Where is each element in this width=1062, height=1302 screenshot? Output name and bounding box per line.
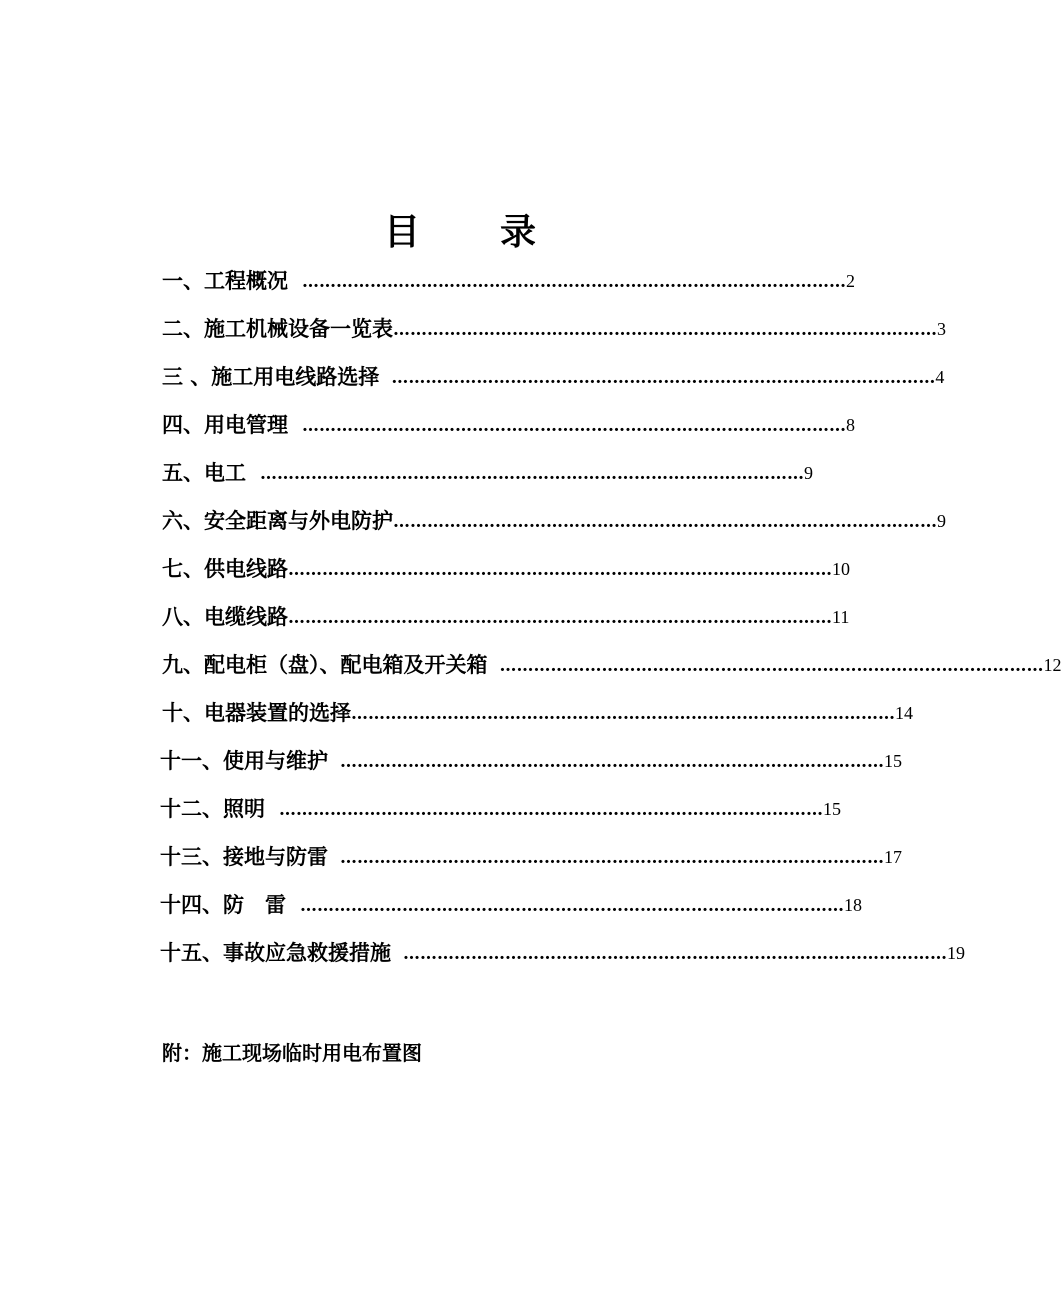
toc-entry-label: 十三、接地与防雷 — [160, 844, 328, 869]
toc-leader-dots: …………………………………………………………………………………… — [302, 271, 846, 292]
toc-leader-dots: …………………………………………………………………………………… — [391, 367, 936, 388]
toc-leader-dots: …………………………………………………………………………………… — [288, 607, 832, 628]
toc-leader-dots: …………………………………………………………………………………… — [393, 319, 937, 340]
appendix-note: 附：施工现场临时用电布置图 — [162, 1041, 422, 1065]
toc-entry-label: 三 、施工用电线路选择 — [162, 364, 380, 389]
toc-entry-label: 一、工程概况 — [162, 268, 288, 293]
toc-leader-dots: …………………………………………………………………………………… — [340, 751, 884, 772]
toc-entry-4 — [162, 402, 855, 446]
toc-entry-12 — [160, 786, 841, 830]
toc-entry-label: 八、电缆线路 — [162, 604, 288, 629]
toc-entry-9 — [162, 642, 1062, 686]
toc-title: 目录 — [383, 211, 616, 253]
toc-entry-label: 二、施工机械设备一览表 — [162, 316, 393, 341]
toc-entry-label: 五、电工 — [162, 460, 246, 485]
toc-entry-label: 十四、防 雷 — [160, 892, 286, 917]
toc-entry-6 — [162, 498, 946, 542]
toc-entry-1 — [162, 258, 855, 302]
toc-leader-dots: …………………………………………………………………………………… — [393, 511, 937, 532]
toc-entry-page: 3 — [937, 319, 946, 339]
toc-leader-dots: …………………………………………………………………………………… — [340, 847, 884, 868]
toc-entry-page: 18 — [844, 895, 862, 915]
toc-entry-8 — [162, 594, 850, 638]
toc-entry-5 — [162, 450, 813, 494]
toc-leader-dots: …………………………………………………………………………………… — [260, 463, 804, 484]
toc-leader-dots: …………………………………………………………………………………… — [499, 655, 1044, 676]
toc-entry-label: 十、电器装置的选择 — [162, 700, 351, 725]
toc-entry-page: 17 — [884, 847, 902, 867]
toc-leader-dots: …………………………………………………………………………………… — [403, 943, 947, 964]
toc-entry-13 — [160, 834, 902, 878]
toc-entry-page: 12 — [1043, 655, 1062, 675]
toc-entry-3 — [162, 354, 945, 398]
toc-leader-dots: …………………………………………………………………………………… — [351, 703, 895, 724]
toc-leader-dots: …………………………………………………………………………………… — [300, 895, 844, 916]
toc-entry-page: 15 — [884, 751, 902, 771]
toc-leader-dots: …………………………………………………………………………………… — [279, 799, 823, 820]
toc-entry-14 — [160, 882, 862, 926]
toc-entry-page: 9 — [937, 511, 946, 531]
toc-entry-7 — [162, 546, 850, 590]
toc-entry-page: 10 — [832, 559, 850, 579]
toc-entry-page: 11 — [832, 607, 850, 627]
toc-entry-label: 十二、照明 — [160, 796, 265, 821]
toc-entry-page: 19 — [947, 943, 965, 963]
toc-entry-page: 4 — [935, 367, 945, 387]
toc-entry-label: 十五、事故应急救援措施 — [160, 940, 391, 965]
toc-entry-label: 九、配电柜（盘）、配电箱及开关箱 — [162, 652, 488, 677]
toc-entry-label: 六、安全距离与外电防护 — [162, 508, 393, 533]
toc-entry-page: 9 — [804, 463, 813, 483]
toc-entry-page: 15 — [823, 799, 841, 819]
toc-entry-label: 七、供电线路 — [162, 556, 288, 581]
toc-entry-page: 8 — [846, 415, 855, 435]
toc-entry-page: 14 — [895, 703, 913, 723]
toc-leader-dots: …………………………………………………………………………………… — [302, 415, 846, 436]
toc-entry-10 — [162, 690, 913, 734]
toc-leader-dots: …………………………………………………………………………………… — [288, 559, 832, 580]
toc-entry-label: 十一、使用与维护 — [160, 748, 328, 773]
toc-entry-page: 2 — [846, 271, 855, 291]
toc-entry-label: 四、用电管理 — [162, 412, 288, 437]
toc-entry-15 — [160, 930, 965, 974]
toc-entry-11 — [160, 738, 902, 782]
toc-entry-2 — [162, 306, 946, 350]
